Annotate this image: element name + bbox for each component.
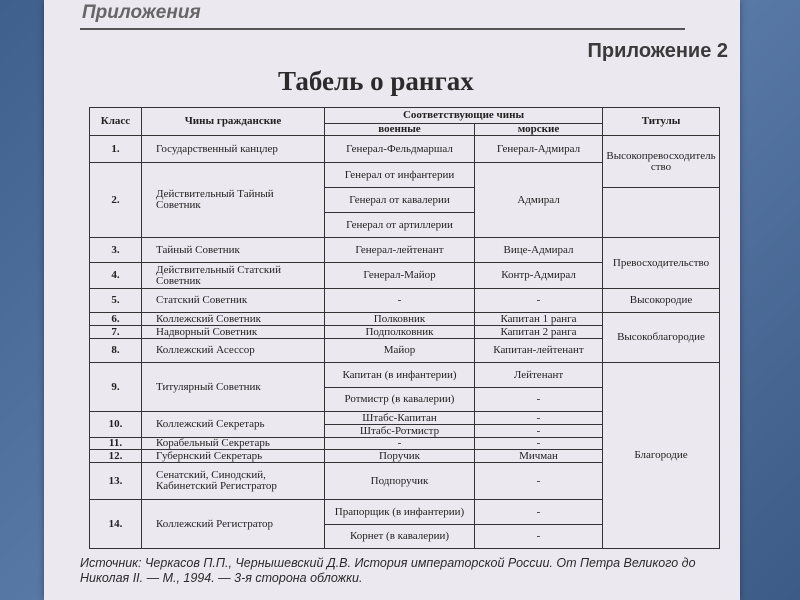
appendix-label: Приложение 2 <box>587 40 728 62</box>
naval-rank: Капитан 2 ранга <box>475 326 603 339</box>
military-rank: Генерал от кавалерии <box>325 188 475 213</box>
naval-rank: Вице-Адмирал <box>475 238 603 263</box>
military-rank: Штабс-Ротмистр <box>325 425 475 438</box>
header-titles: Титулы <box>603 108 720 136</box>
title-cell: Высокопревосходительство <box>603 136 720 188</box>
civil-rank: Действительный Тайный Советник <box>142 163 325 238</box>
military-rank: Капитан (в инфантерии) <box>325 363 475 388</box>
page-title: Табель о рангах <box>278 66 474 96</box>
military-rank: Прапорщик (в инфантерии) <box>325 500 475 525</box>
military-rank: Полковник <box>325 313 475 326</box>
header-corresponding: Соответствующие чины <box>325 108 603 124</box>
civil-rank: Корабельный Секретарь <box>142 438 325 450</box>
military-rank: Подполковник <box>325 326 475 339</box>
civil-rank: Действительный Статский Советник <box>142 263 325 289</box>
naval-rank: Адмирал <box>475 163 603 238</box>
naval-rank: - <box>475 412 603 425</box>
rank-number: 10. <box>90 412 142 438</box>
header-military: военные <box>325 124 475 136</box>
rank-number: 7. <box>90 326 142 339</box>
naval-rank: Капитан-лейтенант <box>475 339 603 363</box>
title-cell: Благородие <box>603 363 720 549</box>
civil-rank: Губернский Секретарь <box>142 450 325 463</box>
civil-rank: Государственный канцлер <box>142 136 325 163</box>
naval-rank: - <box>475 438 603 450</box>
rank-number: 1. <box>90 136 142 163</box>
naval-rank: - <box>475 500 603 525</box>
military-rank: Штабс-Капитан <box>325 412 475 425</box>
military-rank: Подпоручик <box>325 463 475 500</box>
civil-rank: Статский Советник <box>142 289 325 313</box>
rank-number: 2. <box>90 163 142 238</box>
naval-rank: - <box>475 289 603 313</box>
civil-rank: Коллежский Секретарь <box>142 412 325 438</box>
naval-rank: - <box>475 425 603 438</box>
ranks-table <box>89 107 720 549</box>
naval-rank: Лейтенант <box>475 363 603 388</box>
table-row <box>90 363 720 388</box>
military-rank: Майор <box>325 339 475 363</box>
military-rank: Ротмистр (в кавалерии) <box>325 388 475 412</box>
title-cell-empty <box>603 188 720 238</box>
military-rank: Генерал-лейтенант <box>325 238 475 263</box>
document-page <box>44 0 740 600</box>
rank-number: 8. <box>90 339 142 363</box>
naval-rank: - <box>475 463 603 500</box>
header-class: Класс <box>90 108 142 136</box>
table-row <box>90 289 720 313</box>
naval-rank: Капитан 1 ранга <box>475 313 603 326</box>
title-cell: Высокородие <box>603 289 720 313</box>
military-rank: Генерал от артиллерии <box>325 213 475 238</box>
naval-rank: Мичман <box>475 450 603 463</box>
naval-rank: Генерал-Адмирал <box>475 136 603 163</box>
naval-rank: - <box>475 525 603 549</box>
civil-rank: Коллежский Регистратор <box>142 500 325 549</box>
header-naval: морские <box>475 124 603 136</box>
civil-rank: Тайный Советник <box>142 238 325 263</box>
header-civil: Чины гражданские <box>142 108 325 136</box>
rank-number: 13. <box>90 463 142 500</box>
table-row <box>90 313 720 326</box>
title-cell: Высокоблагородие <box>603 313 720 363</box>
table-row <box>90 136 720 163</box>
civil-rank: Надворный Советник <box>142 326 325 339</box>
military-rank: Генерал-Фельдмаршал <box>325 136 475 163</box>
rank-number: 12. <box>90 450 142 463</box>
military-rank: Генерал от инфантерии <box>325 163 475 188</box>
rank-number: 6. <box>90 313 142 326</box>
rank-number: 5. <box>90 289 142 313</box>
rank-number: 11. <box>90 438 142 450</box>
rank-number: 14. <box>90 500 142 549</box>
rank-number: 4. <box>90 263 142 289</box>
naval-rank: Контр-Адмирал <box>475 263 603 289</box>
section-header <box>80 2 685 30</box>
rank-number: 3. <box>90 238 142 263</box>
civil-rank: Титулярный Советник <box>142 363 325 412</box>
source-citation: Источник: Черкасов П.П., Чернышевский Д.В. История императорской России. От Петра Великого до Николая II. — М., 1994. — 3-я сторона обложки. <box>80 556 696 585</box>
civil-rank: Сенатский, Синодский, Кабинетский Регистратор <box>142 463 325 500</box>
naval-rank: - <box>475 388 603 412</box>
military-rank: Корнет (в кавалерии) <box>325 525 475 549</box>
civil-rank: Коллежский Советник <box>142 313 325 326</box>
military-rank: - <box>325 289 475 313</box>
military-rank: - <box>325 438 475 450</box>
title-cell: Превосходительство <box>603 238 720 289</box>
civil-rank: Коллежский Асессор <box>142 339 325 363</box>
section-header-text: Приложения <box>82 2 201 23</box>
table-row <box>90 238 720 263</box>
rank-number: 9. <box>90 363 142 412</box>
military-rank: Поручик <box>325 450 475 463</box>
military-rank: Генерал-Майор <box>325 263 475 289</box>
